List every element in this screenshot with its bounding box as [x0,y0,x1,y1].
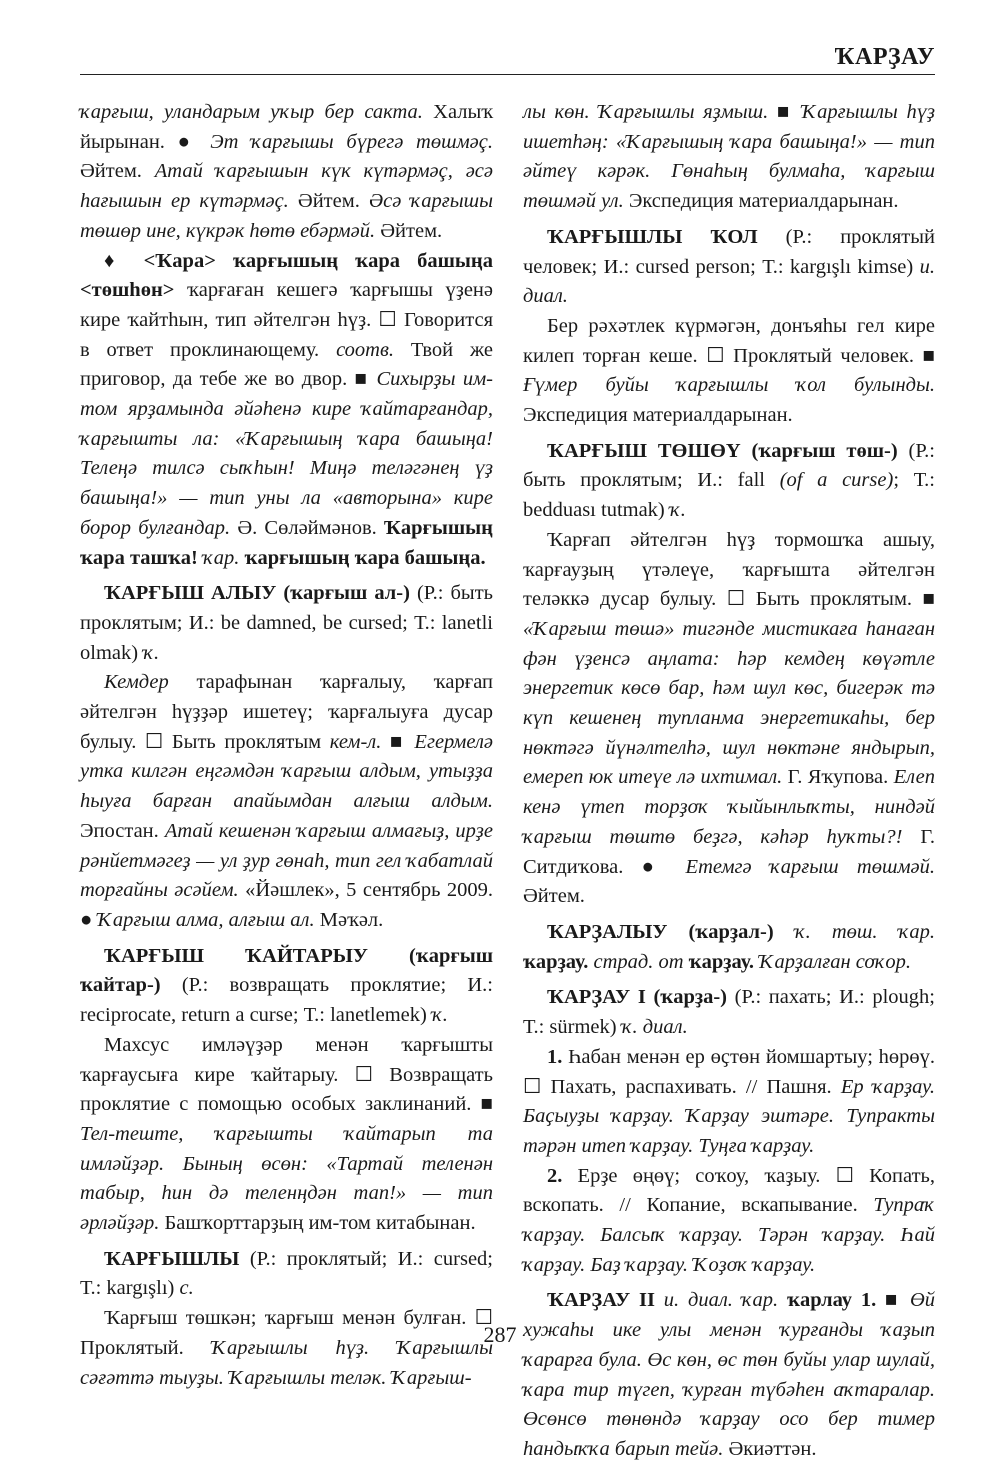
header-divider [80,74,935,75]
headword-kargysh-alyu: ҠАРҒЫШ АЛЫУ (ҡарғыш ал-) (Р.: быть проклятым; И.: be damned, be cursed; Т.: lanetli olmak) ҡ. [80,582,494,664]
headword-karzau-2: ҠАРҘАУ II и. диал. ҡар. ҡарлау 1. ■ Өй хужаһы ике улы менән ҡурғанды ҡаҙып ҡарарға була. Өс көн, өс төн буйы улар шулай, ҡара тир түгеп, ҡурған түбәһен аҡтаралар. Өсөнсө төнөндә ҡарҙау осо бер тимер һандыҡҡа барып тейә. Әкиәттән. [523,1289,936,1460]
headword-karzalyu: ҠАРҘАЛЫУ (ҡарҙал-) ҡ. төш. ҡар. ҡарҙау. страд. от ҡарҙау. Ҡарҙалған соҡор. [523,920,936,973]
definition-text: Бер рәхәтлек күрмәгән, донъяһы гел кире килеп торған кеше. ☐ Проклятый человек. ■ Ғүмер буйы ҡарғышлы ҡол булынды. Экспедиция материалдарынан. [523,314,935,427]
definition-text: Ҡарғап әйтелгән һүҙ тормошҡа ашыу, ҡарғауҙың үтәлеүе, ҡарғышта әйтелгән теләккә дусар булыу. ☐ Быть проклятым. ■ «Ҡарғыш төшә» тигәнде мистикаға һанаған фән үҙенсә аңлата: һәр кемдең көүәтле энергетик көсө бар, һәм шул көс, бигерәк тә күп кешенең тупланма энергетикаһы, бер нөктәгә йүнәлтелһә, шул нөктәне яндырып, емереп юк итеүе лә ихтимал. Г. Яҡупова. Елеп кенә үтеп торҙоҡ ҡыйынлыҡты, ниндәй ҡарғыш төштө беҙгә, кәһәр һуҡты?! Г. Ситдиҡова. ● Етемгә ҡарғыш төшмәй. Әйтем. [523,528,936,908]
headword-kargyshly: ҠАРҒЫШЛЫ (Р.: проклятый; И.: cursed; Т.: kargışlı) с. [80,1247,493,1300]
left-column [80,98,493,1393]
headword-kargyshly-kol: ҠАРҒЫШЛЫ ҠОЛ (Р.: проклятый человек; И.: cursed person; Т.: kargışlı kimse) и. диал. [523,225,936,308]
page-number: 287 [483,1322,517,1347]
sense-1: 1. Һабан менән ер өҫтөн йомшартыу; һөрөү. ☐ Пахать, распахивать. // Пашня. Ер ҡарҙау. Баҫыуҙы ҡарҙау. Ҡарҙау эштәре. Тупракты тәрән итеп ҡарҙау. Туңға ҡарҙау. [523,1045,936,1157]
definition-text: Ҡарғыш төшкән; ҡарғыш менән булған. ☐ Проклятый. Ҡарғышлы һүҙ. Ҡарғышлы сәғәттә тыуҙы. Ҡарғышлы теләк. Ҡарғыш- [80,1307,493,1389]
definition-text: Кемдер тарафынан ҡарғалыу, ҡарғап әйтелгән һүҙҙәр ишетеү; ҡарғалыуға дусар булыу. ☐ Быть проклятым кем-л. ■ Егермелә утка килгән еңгәмдән ҡарғыш алдым, утыҙҙа һыуға барған апайымдан алғыш алдым. Эпостан. Атай кешенән ҡарғыш алмағыҙ, ирҙе рәнйетмәгеҙ — ул ҙур гөнаһ, тип гел ҡабатлай торғайны әсәйем. «Йәшлек», 5 сентябрь 2009. ● Ҡарғыш алма, алғыш ал. Мәҡәл. [80,671,493,931]
headword-kargysh-kaytaryu: ҠАРҒЫШ ҠАЙТАРЫУ (ҡарғыш ҡайтар-) (Р.: возвращать проклятие; И.: reciprocate, return a curse; Т.: lanetlemek) ҡ. [80,944,494,1027]
headword-kargysh-toshou: ҠАРҒЫШ ТӨШӨҮ (ҡарғыш төш-) (Р.: быть проклятым; И.: fall (of a curse); Т.: bedduası tutmak) ҡ. [523,439,935,522]
right-column [523,98,935,1465]
idiom-subentry: ♦ <Ҡара> ҡарғышың ҡара башыңа <төшһөн> ҡарғаған кешегә ҡарғышы үҙенә кире ҡайтһын, тип әйтелгән һүҙ. ☐ Говорится в ответ проклинающему. соотв. Твой же приговор, да тебе же во двор. ■ Сихырҙы им-том ярҙамында әйәһенә кире ҡайтарғандар, ҡарғышты ла: «Ҡарғышың ҡара башыңа! Телеңә тилсә сыҡһын! Миңә теләгәнең үҙ башыңа!» — тип уны ла «авторына» кире борор булғандар. Ә. Сөләймәнов. Ҡарғышың ҡара ташҡа! ҡар. ҡарғышың ҡара башыңа. [80,249,493,569]
definition-text: Махсус имләүҙәр менән ҡарғышты ҡарғаусыға кире ҡайтарыу. ☐ Возвращать проклятие с помощью особых заклинаний. ■ Тел-теште, ҡарғышты ҡайтарып та имләйҙәр. Бының өсөн: «Тартай теленән табыр, һин дә теленңдән тап!» — тип әрләйҙәр. Башҡорттарҙың им-том китабынан. [80,1033,493,1235]
running-head: ҠАРҘАУ [834,44,935,70]
entry-continuation-text: ҡарғыш, уландарым уҡыр бер сакта. Халыҡ йырынан. ● Эт ҡарғышы бүрегә төшмәç. Әйтем. Атай ҡарғышын күк күтәрмәç, әсә һағышын ер күтәрмәç. Әйтем. Әсә ҡарғышы төшөр ине, күкрәк һөтө ебәрмәй. Әйтем. [80,101,493,242]
headword-karzau-1: ҠАРҘАУ I (ҡарҙа-) (Р.: пахать; И.: plough; Т.: sürmek) ҡ. диал. [523,986,935,1039]
entry-continuation-text: лы көн. Ҡарғышлы яҙмыш. ■ Ҡарғышлы һүҙ ишетһәң: «Ҡарғышың ҡара башыңа!» — тип әйтеү кәрәк. Гөнаһың булмаһа, ҡарғыш төшмәй ул. Экспедиция материалдарынан. [523,101,936,213]
sense-2: 2. Ерҙе өңөү; соҡоу, ҡаҙыу. ☐ Копать, вскопать. // Копание, вскапывание. Тупраҡ ҡарҙау. Балсыҡ ҡарҙау. Тәрән ҡарҙау. Һай ҡарҙау. Баҙ ҡарҙау. Ҡоҙоҡ ҡарҙау. [523,1164,935,1276]
